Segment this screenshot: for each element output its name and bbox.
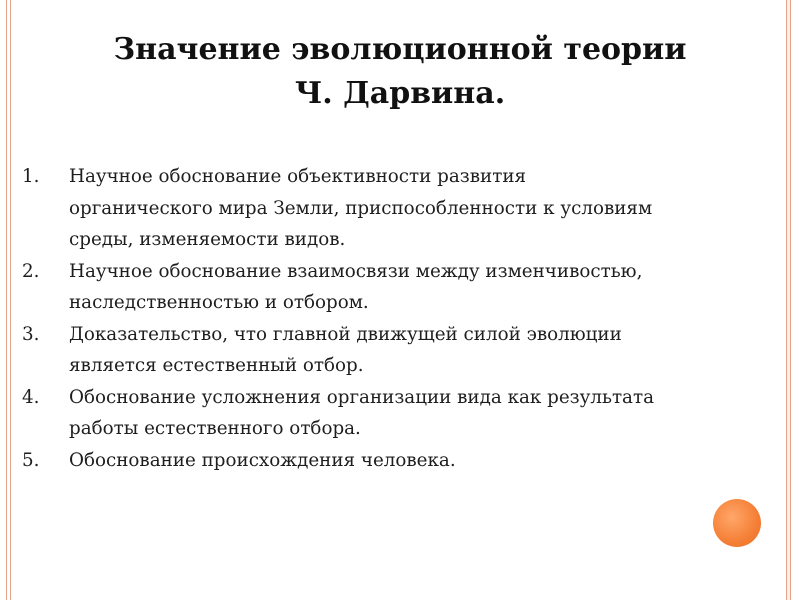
list-item-text: органического мира Земли, приспособленности к условиям	[69, 197, 653, 219]
significance-list	[22, 161, 762, 476]
list-item-text: Научное обоснование взаимосвязи между изменчивостью,	[69, 260, 643, 282]
decorative-circle-icon	[713, 499, 761, 547]
list-item	[22, 445, 762, 477]
list-item-text: является естественный отбор.	[69, 355, 364, 376]
slide-title-line-1: Значение эволюционной теории	[113, 32, 687, 67]
list-item-text: наследственностью и отбором.	[69, 292, 369, 313]
list-item-number: 1.	[22, 166, 40, 187]
list-item-text: среды, изменяемости видов.	[69, 229, 346, 250]
list-item-text: Обоснование усложнения организации вида как результата	[69, 386, 654, 408]
left-frame-line-outer	[6, 0, 7, 600]
list-item-text: Научное обоснование объективности развития	[69, 166, 527, 187]
right-frame-line-inner	[786, 0, 787, 600]
list-item	[22, 161, 762, 256]
list-item	[22, 256, 762, 319]
list-item	[22, 382, 762, 445]
list-item-text: Обоснование происхождения человека.	[69, 449, 456, 471]
list-item-number: 5.	[22, 449, 40, 471]
slide-title	[40, 28, 760, 116]
list-item-number: 4.	[22, 386, 40, 408]
right-frame-line-outer	[790, 0, 791, 600]
list-item-text: работы естественного отбора.	[69, 418, 361, 439]
list-item-number: 2.	[22, 260, 40, 282]
list-item	[22, 319, 762, 382]
slide-title-line-2: Ч. Дарвина.	[294, 76, 506, 111]
left-frame-line-inner	[10, 0, 11, 600]
list-item-text: Доказательство, что главной движущей силой эволюции	[69, 323, 622, 345]
list-item-number: 3.	[22, 323, 40, 345]
